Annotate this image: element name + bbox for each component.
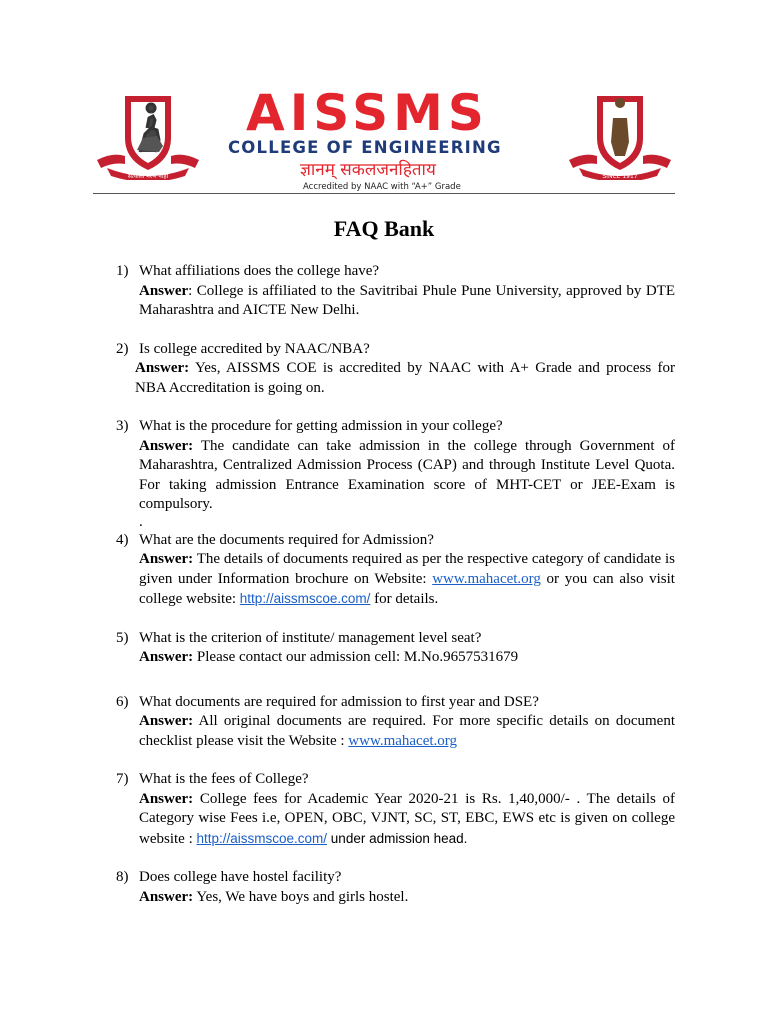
answer-text: under admission head. xyxy=(327,830,468,846)
faq-number: 5) xyxy=(116,629,129,646)
answer-text: : College is affiliated to the Savitribai Phule Pune University, approved by DTE Maharashtra and AICTE New Delhi. xyxy=(139,282,675,318)
trailing-dot: . xyxy=(139,513,143,530)
letterhead xyxy=(93,86,675,194)
faq-item xyxy=(116,770,675,849)
answer-label: Answer: xyxy=(139,790,194,807)
answer-text: College fees for Academic Year 2020-21 is Rs. 1,40,000/- . The details of Category wise Fees i.e, OPEN, OBC, VJNT, SC, ST, EBC, EWS etc is given on college website : xyxy=(139,790,675,847)
faq-number: 7) xyxy=(116,771,129,787)
faq-item xyxy=(116,629,675,668)
faq-item xyxy=(116,262,675,321)
answer-label: Answer: xyxy=(139,649,194,665)
faq-number: 4) xyxy=(116,531,129,548)
mahacet-link[interactable]: www.mahacet.org xyxy=(348,732,458,749)
accreditation-text: Accredited by NAAC with “A+” Grade xyxy=(303,182,461,192)
faq-answer xyxy=(139,282,675,321)
answer-text: Please contact our admission cell: M.No.9657531679 xyxy=(193,649,519,665)
mahacet-link[interactable]: www.mahacet.org xyxy=(432,570,541,587)
faq-number: 8) xyxy=(116,869,129,885)
faq-number: 3) xyxy=(116,418,129,434)
faq-list xyxy=(116,262,675,907)
founder-statue-emblem-icon xyxy=(565,90,675,180)
page-title: FAQ Bank xyxy=(333,216,435,241)
answer-text: All original documents are required. For more specific details on document checklist please visit the Website : xyxy=(139,713,675,749)
shivaji-statue-emblem-icon xyxy=(93,90,203,180)
college-website-link[interactable]: http://aissmscoe.com/ xyxy=(196,830,328,846)
faq-item xyxy=(116,531,675,610)
faq-answer xyxy=(139,888,675,908)
faq-question: What is the criterion of institute/ management level seat? xyxy=(139,629,482,646)
faq-number: 2) xyxy=(116,340,129,357)
right-emblem-text: SINCE 1917 xyxy=(602,173,638,180)
brand-motto: ज्ञानम् सकलजनहिताय xyxy=(300,160,436,180)
answer-text: The candidate can take admission in the college through Government of Maharashtra, Centralized Admission Process (CAP) and through Institute Level Quota. For taking admission Entrance Examination score of MHT-CET or JEE-Exam is compulsory. xyxy=(139,437,675,512)
faq-question: What affiliations does the college have? xyxy=(139,263,380,279)
brand-name: AISSMS xyxy=(246,84,489,142)
faq-item xyxy=(116,868,675,907)
answer-label: Answer: xyxy=(139,551,194,567)
answer-label: Answer xyxy=(139,282,189,299)
brand-block xyxy=(228,86,548,193)
faq-answer xyxy=(139,712,675,751)
faq-question: What documents are required for admission to first year and DSE? xyxy=(139,693,539,710)
faq-question: What is the procedure for getting admission in your college? xyxy=(139,418,503,434)
answer-text: Yes, AISSMS COE is accredited by NAAC with A+ Grade and process for NBA Accreditation is going on. xyxy=(135,360,675,396)
header-divider xyxy=(93,193,675,194)
faq-question: What is the fees of College? xyxy=(139,771,309,787)
left-emblem-text: सत्याला मरण नाही xyxy=(127,173,169,180)
brand-subtitle: COLLEGE OF ENGINEERING xyxy=(228,138,502,157)
faq-question: Does college have hostel facility? xyxy=(139,869,342,885)
answer-label: Answer: xyxy=(139,713,194,729)
answer-text: Yes, We have boys and girls hostel. xyxy=(193,888,409,905)
faq-item xyxy=(116,417,675,531)
answer-label: Answer: xyxy=(139,437,194,454)
faq-answer xyxy=(135,359,675,398)
answer-text: or you can also visit college website: xyxy=(139,570,675,607)
college-website-link[interactable]: http://aissmscoe.com/ xyxy=(239,591,371,606)
answer-label: Answer: xyxy=(139,888,194,905)
answer-label: Answer: xyxy=(135,360,190,376)
faq-answer xyxy=(139,790,675,850)
faq-question: Is college accredited by NAAC/NBA? xyxy=(139,340,370,357)
faq-item xyxy=(116,693,675,752)
faq-answer xyxy=(139,437,675,515)
faq-item xyxy=(116,340,675,399)
faq-number: 6) xyxy=(116,693,129,710)
faq-answer xyxy=(139,550,675,610)
answer-text: for details. xyxy=(370,591,439,607)
faq-answer xyxy=(139,648,675,668)
faq-number: 1) xyxy=(116,263,129,279)
faq-question: What are the documents required for Admission? xyxy=(139,531,434,548)
answer-text: The details of documents required as per the respective category of candidate is given under Information brochure on Website: xyxy=(139,551,675,587)
